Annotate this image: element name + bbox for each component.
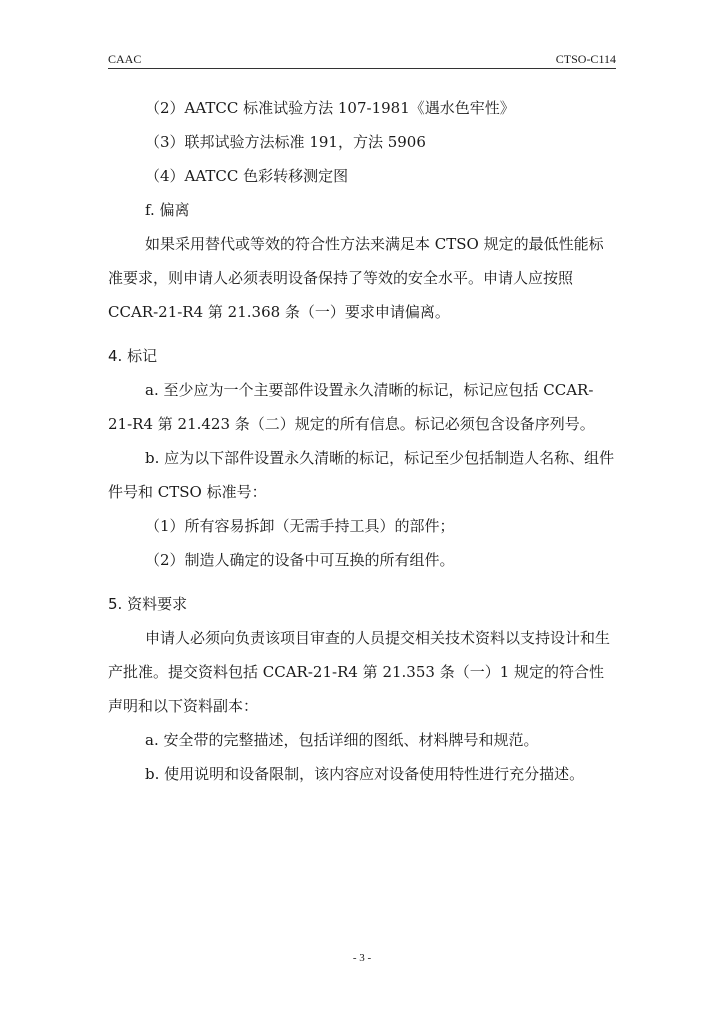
list-item: （3）联邦试验方法标准 191，方法 5906 <box>145 133 426 151</box>
document-body <box>108 91 616 791</box>
paragraph-5a: a. 安全带的完整描述，包括详细的图纸、材料牌号和规范。 <box>145 731 539 749</box>
section-heading-5: 5. 资料要求 <box>108 595 188 613</box>
header-right: CTSO-C114 <box>555 52 616 66</box>
list-item: （1）所有容易拆卸（无需手持工具）的部件； <box>145 517 455 535</box>
list-item: （2）AATCC 标准试验方法 107-1981《遇水色牢性》 <box>145 99 515 117</box>
header-rule <box>108 68 616 69</box>
paragraph-5-intro: 申请人必须向负责该项目审查的人员提交相关技术资料以支持设计和生产批准。提交资料包括 CCAR-21-R4 第 21.353 条（一）1 规定的符合性声明和以下资料副本： <box>108 629 611 715</box>
list-item: （4）AATCC 色彩转移测定图 <box>145 167 349 185</box>
subheading-f: f. 偏离 <box>145 201 190 219</box>
page-number: - 3 - <box>352 952 372 964</box>
list-item: （2）制造人确定的设备中可互换的所有组件。 <box>145 551 455 569</box>
page-header <box>108 52 616 68</box>
paragraph-5b: b. 使用说明和设备限制，该内容应对设备使用特性进行充分描述。 <box>145 765 585 783</box>
paragraph-deviation: 如果采用替代或等效的符合性方法来满足本 CTSO 规定的最低性能标准要求，则申请人必须表明设备保持了等效的安全水平。申请人应按照 CCAR-21-R4 第 21.368 条（一）要求申请偏离。 <box>108 235 604 321</box>
paragraph-4b: b. 应为以下部件设置永久清晰的标记，标记至少包括制造人名称、组件件号和 CTSO 标准号： <box>108 449 615 501</box>
section-heading-4: 4. 标记 <box>108 347 158 365</box>
header-left: CAAC <box>108 52 142 66</box>
paragraph-4a: a. 至少应为一个主要部件设置永久清晰的标记，标记应包括 CCAR-21-R4 第 21.423 条（二）规定的所有信息。标记必须包含设备序列号。 <box>108 381 595 433</box>
